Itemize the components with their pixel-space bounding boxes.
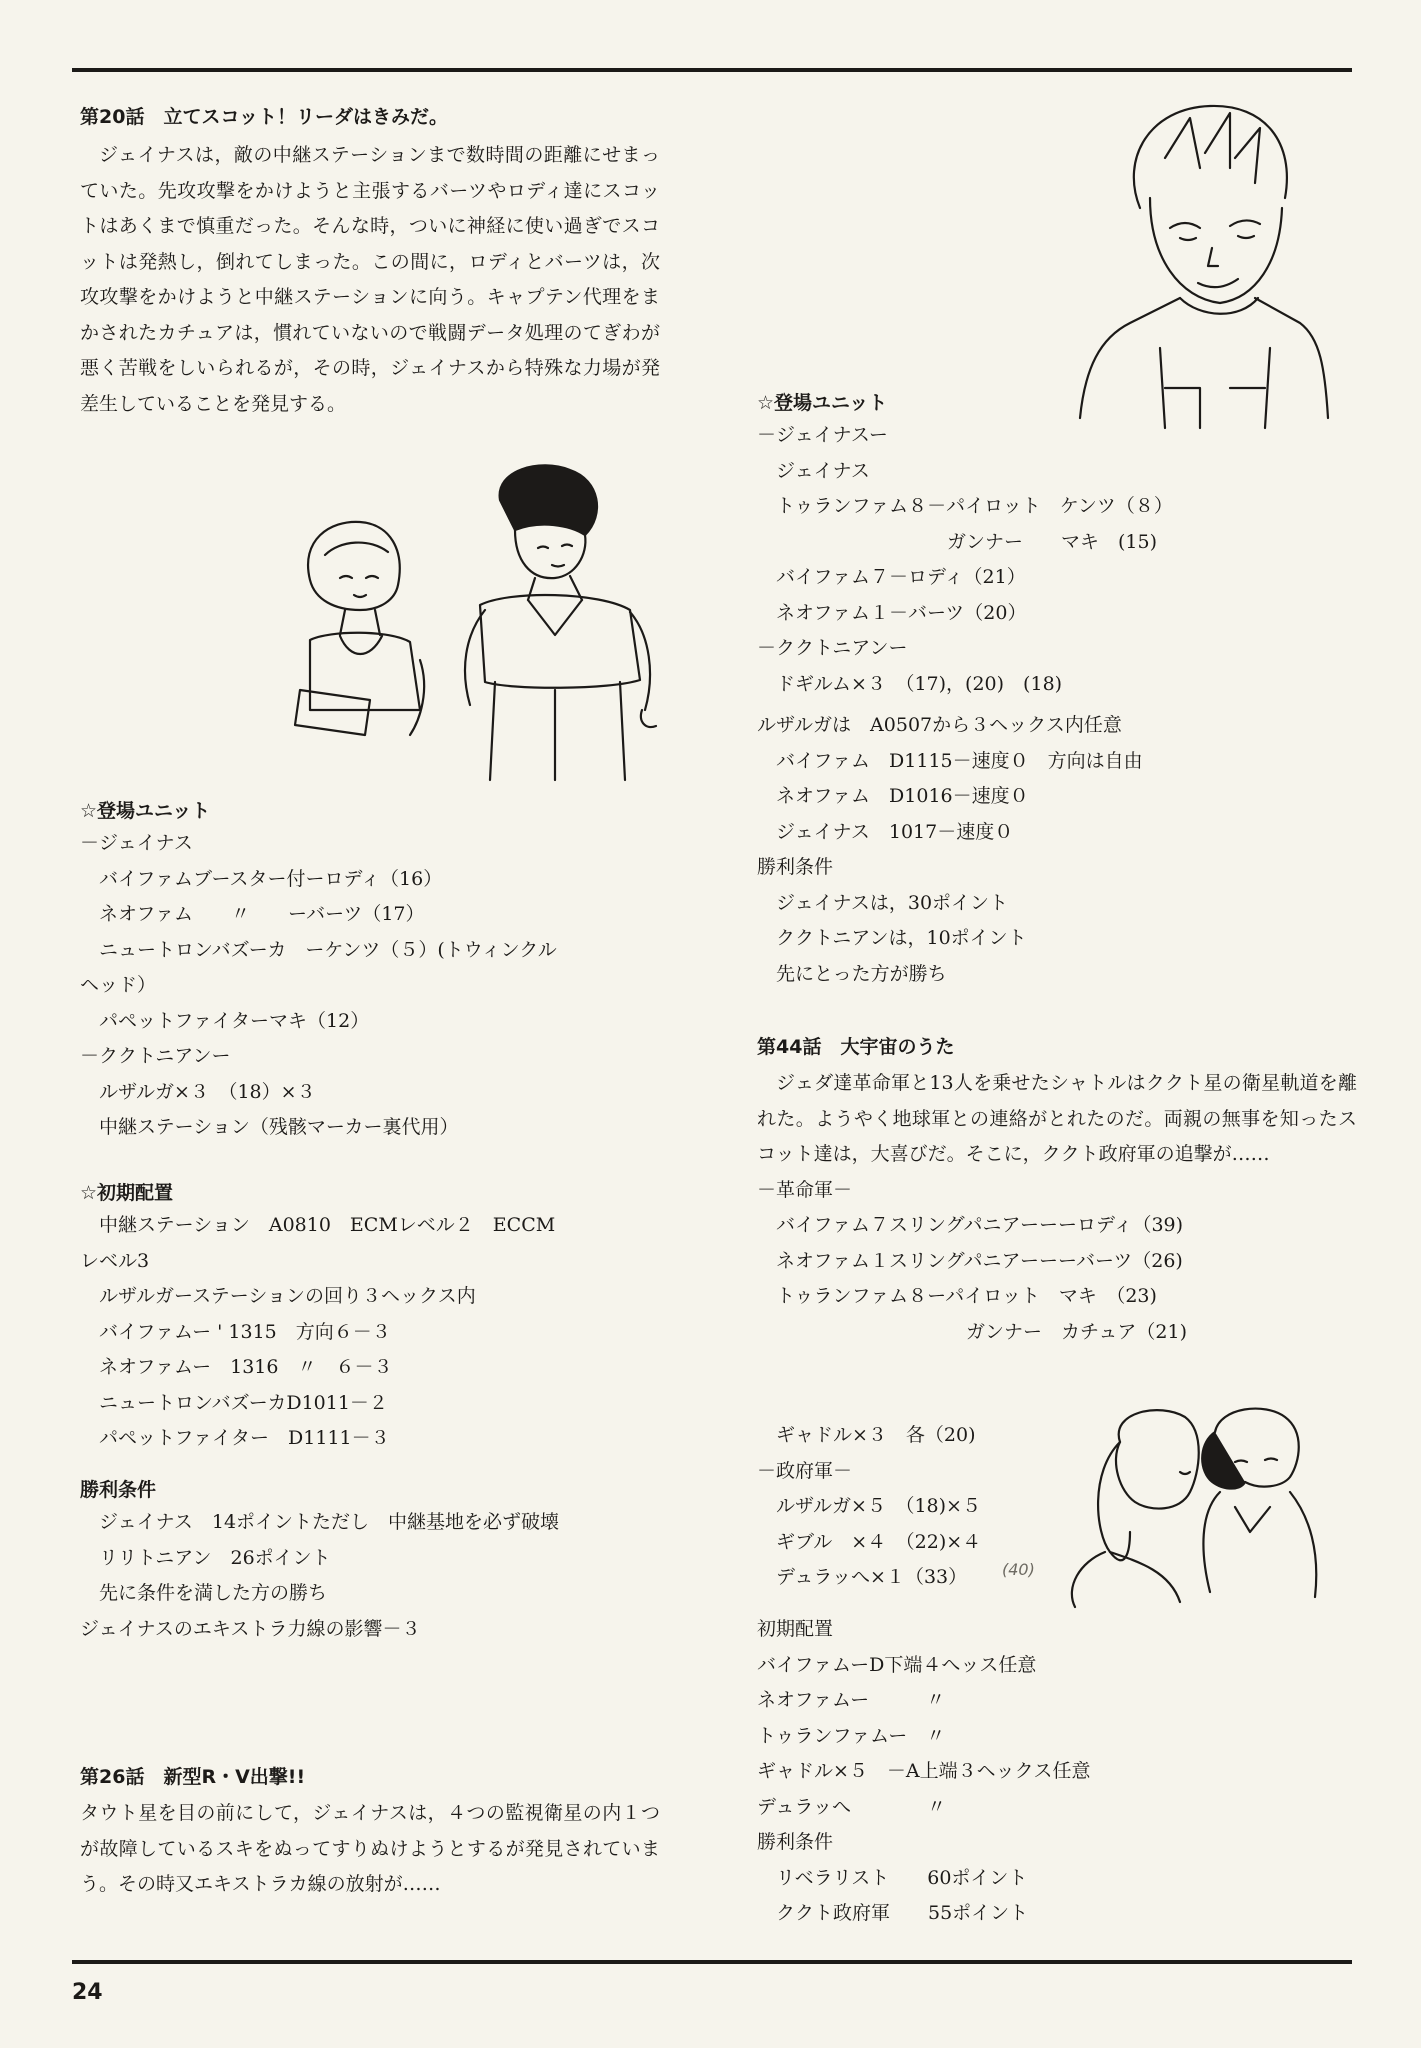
victory-line: ククトニアンは，10ポイント	[757, 927, 1027, 949]
bottom-rule	[72, 1960, 1352, 1964]
victory-line: 先にとった方が勝ち	[757, 962, 947, 985]
episode20-units	[80, 796, 660, 1146]
episode26-body: タウト星を目の前にして，ジェイナスは，４つの監視衛星の内１つが故障しているスキをぬってすりぬけようとするが発見されていまう。その時又エキストラカ線の放射が……	[80, 1802, 660, 1895]
placement-line: ジェイナス 1017－速度０	[757, 820, 1014, 843]
victory-heading: 勝利条件	[757, 1831, 834, 1853]
force-line: トゥランファム８ーパイロット マキ （23)	[757, 1285, 1157, 1307]
unit-line: バイファム７－ロディ（21）	[757, 566, 1026, 588]
victory-line: ククト政府軍 55ポイント	[757, 1902, 1029, 1924]
placement-line: ルザルガは A0507から３ヘックス内任意	[757, 714, 1122, 736]
deploy-line: デュラッへ 〃	[757, 1795, 947, 1818]
unit-line: ネオファム 〃 ーバーツ（17）	[80, 903, 425, 925]
enemy-line: デュラッへ×１（33）	[757, 1566, 968, 1588]
episode44-deploy	[757, 1612, 1357, 1932]
episode44-title: 第44話 大宇宙のうた	[757, 1036, 955, 1058]
unit-line: バイファムブースター付ーロディ（16）	[80, 867, 443, 890]
unit-line: －ジェイナスー	[757, 424, 888, 446]
victory-line: リベラリスト 60ポイント	[757, 1866, 1028, 1889]
deploy-line: バイファムー ' 1315 方向６－３	[80, 1320, 391, 1343]
deploy-heading: ☆初期配置	[80, 1182, 174, 1204]
episode26-title: 第26話 新型R・V出撃!!	[80, 1766, 306, 1788]
unit-line: －ククトニアンー	[757, 637, 908, 659]
episode26-units	[757, 388, 1357, 992]
force-line: －革命軍－	[757, 1178, 853, 1201]
unit-line: 中継ステーション（残骸マーカー裏代用）	[80, 1116, 459, 1138]
placement-line: ネオファム D1016－速度０	[757, 785, 1029, 807]
deploy-line: ルザルガーステーションの回り３ヘックス内	[80, 1285, 476, 1307]
victory-line: ジェイナスのエキストラ力線の影響－３	[80, 1617, 421, 1640]
victory-line: ジェイナス 14ポイントただし 中継基地を必ず破壊	[80, 1511, 560, 1533]
deploy-line: パペットファイター D1111－３	[80, 1427, 390, 1449]
episode20-title: 第20話 立てスコット！リーダはきみだ。	[80, 106, 449, 128]
illustration-girl-and-boy	[270, 460, 670, 790]
unit-line: ニュートロンバズーカ ーケンツ（５）(トウィンクル	[80, 938, 557, 961]
top-rule	[72, 68, 1352, 72]
deploy-line: レベル3	[80, 1249, 150, 1272]
victory-line: リリトニアン 26ポイント	[80, 1546, 331, 1569]
placement-line: バイファム D1115－速度０ 方向は自由	[757, 749, 1143, 772]
deploy-line: ネオファムー 1316 〃 ６－３	[80, 1356, 393, 1378]
episode20-body: ジェイナスは，敵の中継ステーションまで数時間の距離にせまっていた。先攻攻撃をかけようと主張するバーツやロディ達にスコットはあくまで慎重だった。そんな時，ついに神経に使い過ぎでスコットは発熱し，倒れてしまった。この間に，ロディとバーツは，次攻攻撃をかけようと中継ステーションに向う。キャプテン代理をまかされたカチュアは，慣れていないので戦闘データ処理のてぎわが悪く苦戦をしいられるが，その時，ジェイナスから特殊な力場が発差生していることを発見する。	[80, 144, 660, 415]
enemy-line: ギブル ×４ （22)×４	[757, 1530, 982, 1553]
force-line: ネオファム１スリングパニアーーーバーツ（26)	[757, 1249, 1183, 1272]
episode20-section	[80, 102, 660, 422]
force-line: ガンナー カチュア（21)	[757, 1320, 1188, 1343]
unit-line: ドギルム×３ （17)，(20) (18)	[757, 672, 1063, 695]
unit-line: －ジェイナス	[80, 832, 193, 854]
unit-line: －ククトニアンー	[80, 1045, 231, 1067]
episode44-section	[757, 1032, 1357, 1350]
enemy-line: ギャドル×３ 各（20)	[757, 1424, 976, 1446]
enemy-line: －政府軍－	[757, 1459, 853, 1482]
deploy-heading: 初期配置	[757, 1618, 834, 1640]
episode20-deploy	[80, 1178, 660, 1457]
deploy-line: 中継ステーション A0810 ECMレベル２ ECCM	[80, 1214, 556, 1236]
illustration-couple	[1050, 1402, 1340, 1612]
episode20-victory	[80, 1475, 660, 1647]
victory-heading: 勝利条件	[757, 856, 834, 878]
page-number: 24	[72, 1980, 103, 2005]
victory-heading: 勝利条件	[80, 1479, 157, 1501]
unit-line: ルザルガ×３ （18）×３	[80, 1080, 316, 1103]
enemy-line: ルザルガ×５ （18)×５	[757, 1495, 981, 1517]
deploy-line: ニュートロンバズーカD1011－２	[80, 1391, 388, 1414]
force-line: バイファム７スリングパニアーーーロディ（39)	[757, 1214, 1184, 1236]
handwritten-note: (40)	[1002, 1560, 1035, 1579]
unit-line: ネオファム１－バーツ（20）	[757, 601, 1027, 624]
unit-line: ガンナー マキ (15)	[757, 530, 1158, 553]
unit-line: ジェイナス	[757, 459, 870, 482]
deploy-line: バイファムーD下端４へッス任意	[757, 1653, 1037, 1676]
episode44-body: ジェダ達革命軍と13人を乗せたシャトルはククト星の衛星軌道を離れた。ようやく地球軍との連絡がとれたのだ。両親の無事を知ったスコット達は，大喜びだ。そこに，ククト政府軍の追撃が……	[757, 1072, 1357, 1165]
units-heading: ☆登場ユニット	[80, 800, 211, 822]
deploy-line: ネオファムー 〃	[757, 1689, 946, 1711]
units-heading: ☆登場ユニット	[757, 392, 888, 414]
deploy-line: ギャドル×５ －A上端３ヘックス任意	[757, 1760, 1091, 1782]
victory-line: ジェイナスは，30ポイント	[757, 891, 1009, 914]
unit-line: トゥランファム８－パイロット ケンツ（８）	[757, 495, 1173, 517]
unit-line: パペットファイターマキ（12）	[80, 1009, 370, 1032]
unit-line: ヘッド）	[80, 974, 157, 996]
victory-line: 先に条件を満した方の勝ち	[80, 1582, 328, 1604]
episode26-section	[80, 1762, 660, 1903]
deploy-line: トゥランファムー 〃	[757, 1724, 946, 1747]
